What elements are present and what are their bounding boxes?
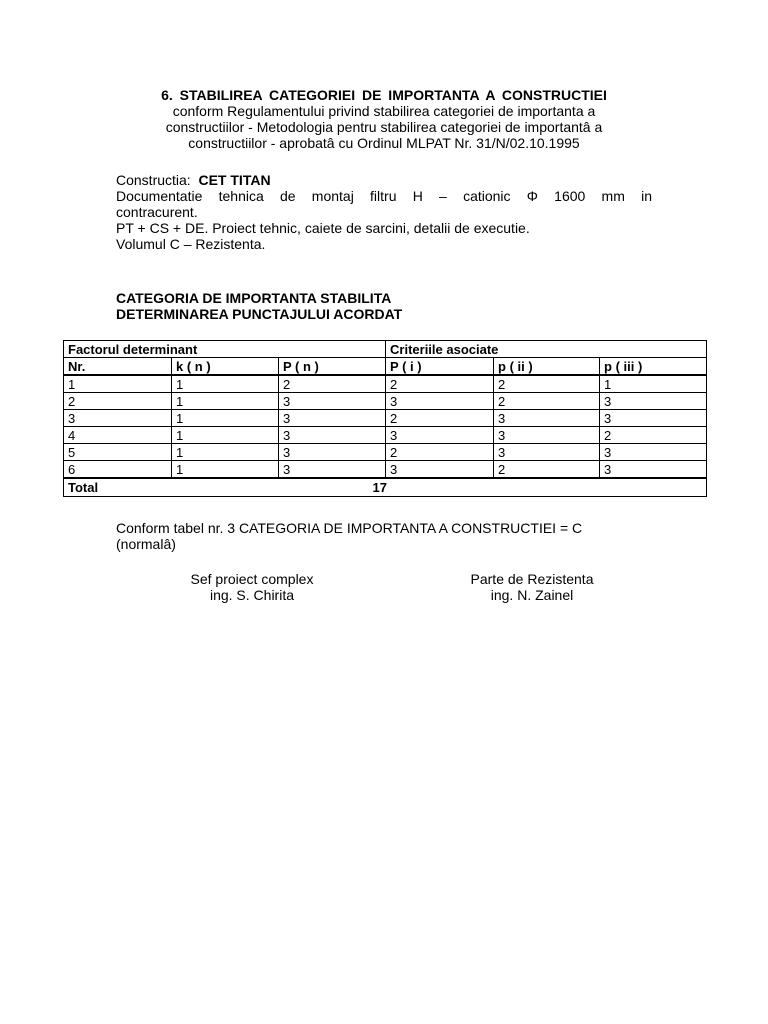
signature-left: [166, 571, 338, 603]
table-row: [64, 461, 707, 479]
score-table: [63, 340, 707, 497]
table-cell: 2: [64, 393, 172, 410]
table-cell: 1: [172, 461, 279, 479]
table-row: [64, 410, 707, 427]
column-header: p ( ii ): [494, 358, 600, 376]
category-title-2: DETERMINAREA PUNCTAJULUI ACORDAT: [116, 306, 403, 322]
conclusion-line-1: Conform tabel nr. 3 CATEGORIA DE IMPORTANTA A CONSTRUCTIEI = C: [116, 520, 583, 536]
table-cell: 3: [64, 410, 172, 427]
category-section-title: [116, 290, 652, 322]
table-cell: 3: [279, 410, 386, 427]
table-cell: 1: [172, 410, 279, 427]
column-header: p ( iii ): [600, 358, 707, 376]
table-cell: 3: [494, 427, 600, 444]
signature-right-role: Parte de Rezistenta: [470, 571, 594, 587]
table-cell: 1: [172, 444, 279, 461]
table-group-header: [64, 341, 707, 358]
table-row: [64, 375, 707, 393]
total-label: Total: [68, 480, 99, 495]
table-cell: 3: [494, 410, 600, 427]
table-cell: 1: [600, 375, 707, 393]
table-cell: 3: [279, 393, 386, 410]
table-cell: 3: [600, 444, 707, 461]
construction-desc-3: PT + CS + DE. Proiect tehnic, caiete de sarcini, detalii de executie.: [116, 220, 530, 236]
table-cell: 2: [494, 393, 600, 410]
construction-block: [116, 172, 652, 252]
group-header-criteria: Criteriile asociate: [386, 341, 707, 358]
table-cell: 2: [600, 427, 707, 444]
table-cell: 3: [494, 444, 600, 461]
table-cell: 1: [64, 375, 172, 393]
header-line-2: constructiilor - Metodologia pentru stabilirea categoriei de importantâ a: [165, 119, 603, 135]
table-cell: 3: [386, 427, 494, 444]
table-cell: 3: [279, 444, 386, 461]
table-row: [64, 444, 707, 461]
table-cell: 2: [494, 461, 600, 479]
table-cell: 3: [279, 461, 386, 479]
table-cell: 3: [386, 461, 494, 479]
table-total-row: [64, 478, 707, 497]
construction-desc-1: Documentatie tehnica de montaj filtru H – cationic Φ 1600 mm in: [116, 188, 652, 204]
construction-line: [116, 172, 652, 188]
conclusion-line-2: (normalâ): [116, 536, 176, 552]
table-cell: 2: [279, 375, 386, 393]
construction-desc-2: contracurent.: [116, 204, 198, 220]
category-title-1: CATEGORIA DE IMPORTANTA STABILITA: [116, 290, 392, 306]
column-header: P ( n ): [279, 358, 386, 376]
table-cell: 5: [64, 444, 172, 461]
header-line-3: constructiilor - aprobatâ cu Ordinul MLPAT Nr. 31/N/02.10.1995: [188, 135, 580, 151]
table-row: [64, 427, 707, 444]
construction-label: Constructia:: [116, 172, 191, 188]
group-header-factor: Factorul determinant: [64, 341, 386, 358]
table-cell: 1: [172, 375, 279, 393]
table-row: [64, 393, 707, 410]
table-cell: 4: [64, 427, 172, 444]
table-cell: 1: [172, 393, 279, 410]
table-cell: 2: [494, 375, 600, 393]
construction-name: CET TITAN: [198, 172, 271, 188]
document-header: [116, 87, 652, 151]
table-cell: 3: [600, 393, 707, 410]
signature-left-role: Sef proiect complex: [190, 571, 314, 587]
table-column-header: [64, 358, 707, 376]
signature-right-name: ing. N. Zainel: [490, 587, 574, 603]
table-cell: 2: [386, 410, 494, 427]
construction-desc-4: Volumul C – Rezistenta.: [116, 236, 266, 252]
table-cell: 3: [600, 410, 707, 427]
table-cell: 6: [64, 461, 172, 479]
column-header: k ( n ): [172, 358, 279, 376]
column-header: Nr.: [64, 358, 172, 376]
conclusion-block: [116, 520, 652, 552]
signature-left-name: ing. S. Chirita: [209, 587, 295, 603]
table-cell: 2: [386, 444, 494, 461]
table-cell: 1: [172, 427, 279, 444]
total-value: 17: [372, 480, 387, 495]
signature-right: [446, 571, 618, 603]
total-cell: [64, 478, 707, 497]
table-cell: 3: [279, 427, 386, 444]
header-line-1: conform Regulamentului privind stabilirea categoriei de importanta a: [172, 103, 596, 119]
table-cell: 2: [386, 375, 494, 393]
table-cell: 3: [386, 393, 494, 410]
section-heading: 6. STABILIREA CATEGORIEI DE IMPORTANTA A CONSTRUCTIEI: [161, 87, 607, 103]
table-cell: 3: [600, 461, 707, 479]
column-header: P ( i ): [386, 358, 494, 376]
